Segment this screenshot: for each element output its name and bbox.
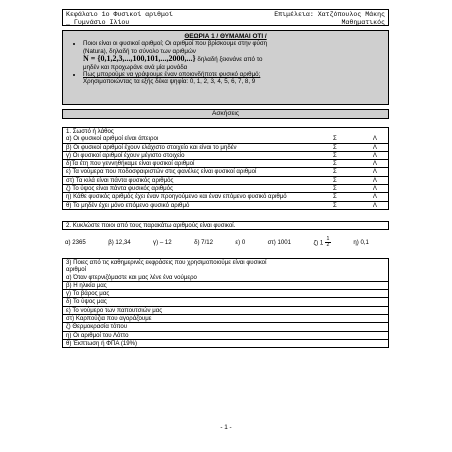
fraction [325, 237, 331, 248]
exercise-3-box [62, 258, 389, 348]
true-false-options [333, 177, 385, 184]
true-false-options [333, 193, 385, 200]
theory-text: Πως μπορούμε να γράψουμε έναν οποιονδήποτε φυσικό αριθμό; [83, 71, 261, 79]
expression-row [63, 322, 388, 330]
expression-text: δ) Το ύψος μας [66, 298, 107, 306]
exercise-1-box [62, 127, 389, 210]
statement-text: ζ) Το ύψος είναι πάντα φυσικός αριθμός [66, 185, 173, 193]
page-number: - 1 - [220, 424, 232, 431]
expression-row [63, 274, 388, 281]
exercise-2-item: δ) 7/12 [194, 239, 214, 247]
statement-text: γ) Οι φυσικοί αριθμοί έχουν μέγιστο στοιχείο [66, 151, 185, 159]
false-option[interactable]: Λ [372, 185, 377, 193]
theory-bullet-1 [83, 40, 384, 71]
expression-row [63, 314, 388, 322]
expression-text: στ) Καρπούζια που αγοράζουμε [66, 315, 152, 323]
true-option[interactable]: Σ [333, 135, 337, 143]
exercise-2-item: γ) – 12 [153, 239, 172, 247]
false-option[interactable]: Λ [372, 160, 377, 168]
statement-text: στ) Τα κιλά είναι πάντα φυσικός αριθμός [66, 176, 174, 184]
header-author: Επιμέλεια: Χατζόπουλος Μάκης [274, 11, 385, 18]
false-option[interactable]: Λ [372, 143, 377, 151]
true-option[interactable]: Σ [333, 176, 337, 184]
true-option[interactable]: Σ [333, 151, 337, 159]
theory-list [67, 40, 384, 85]
true-option[interactable]: Σ [333, 168, 337, 176]
theory-bullet-2 [83, 71, 384, 86]
expression-row [63, 297, 388, 305]
true-false-options [333, 202, 385, 209]
natural-numbers-set: N = {0,1,2,3,...,100,101,...,2000,...} [83, 54, 196, 64]
header-school: _ Γυμνάσιο Ιλίου [66, 18, 130, 26]
true-false-row [63, 184, 388, 192]
exercise-2-item-mixed [313, 237, 331, 248]
true-false-row [63, 143, 388, 151]
true-false-options [333, 144, 385, 151]
false-option[interactable]: Λ [372, 201, 377, 209]
exercise-2-numbers [62, 237, 389, 248]
true-false-options [333, 160, 385, 167]
exercise-2-item: ε) 0 [235, 239, 246, 247]
statement-text: θ) Το μηδέν έχει μόνο επόμενο φυσικό αριθμό [66, 201, 190, 209]
header-chapter: Κεφάλαιο 1ο Φυσικοί αριθμοί [66, 11, 173, 18]
theory-text: (Natura), δηλαδή το σύνολο των αριθμών [83, 47, 196, 55]
false-option[interactable]: Λ [372, 168, 377, 176]
theory-text: Χρησιμοποιώντας τα εξής δέκα ψηφία: 0, 1, 2, 3, 4, 5, 6, 7, 8, 9 [83, 78, 256, 86]
statement-text: β) Οι φυσικοί αριθμοί έχουν ελάχιστο στοιχείο και είναι το μηδέν [66, 143, 237, 151]
false-option[interactable]: Λ [372, 135, 377, 143]
fraction-numerator: 1 [326, 236, 330, 242]
true-false-row [63, 151, 388, 159]
false-option[interactable]: Λ [372, 151, 377, 159]
expression-text: β) Η ηλικία μας [66, 281, 107, 289]
true-false-options [333, 168, 385, 175]
true-option[interactable]: Σ [333, 193, 337, 201]
expression-text: θ) Έκπτωση ή ΦΠΑ (19%) [66, 339, 138, 347]
expression-text: ζ) Θερμοκρασία τόπου [66, 323, 128, 331]
exercise-2-item: στ) 1001 [267, 239, 292, 247]
true-false-row [63, 135, 388, 142]
exercise-3-title-text: 3) Ποιες από τις καθημερινές εκφράσεις που χρησιμοποιούμε είναι φυσικοί [66, 259, 267, 266]
fraction-denominator: 2 [326, 242, 330, 249]
exercise-2-item: η) 0,1 [353, 239, 369, 247]
expression-text: η) Οι αριθμοί του Λόττο [66, 331, 129, 339]
theory-title: ΘΕΩΡΙΑ 1 / ΘΥΜΑΜΑΙ ΟΤΙ / [184, 33, 267, 40]
true-option[interactable]: Σ [333, 160, 337, 168]
theory-text: δηλαδή ξεκινάνε από το [197, 56, 263, 64]
false-option[interactable]: Λ [372, 193, 377, 201]
exercise-2-title: 2. Κυκλώστε ποιοι από τους παρακάτω αριθμούς είναι φυσικοί. [62, 221, 389, 230]
true-false-options [333, 135, 385, 142]
theory-box [62, 30, 389, 105]
exercise-3-title [63, 259, 388, 274]
true-false-row [63, 176, 388, 184]
theory-text: Ποιοι είναι οι φυσικοί αριθμοί; Οι αριθμοί που βρίσκουμε στην φύση [83, 40, 268, 48]
true-option[interactable]: Σ [333, 201, 337, 209]
expression-text: ε) Το νούμερο των παπουτσιών μας [66, 306, 163, 314]
page-header [62, 9, 389, 26]
expression-row [63, 306, 388, 314]
expression-text: γ) Το βάρος μας [66, 290, 110, 298]
true-option[interactable]: Σ [333, 143, 337, 151]
exercise-1-title: 1. Σωστό ή λάθος [66, 128, 114, 135]
theory-text: μηδέν και προχωράνε ανά μία μονάδα [83, 63, 188, 71]
true-option[interactable]: Σ [333, 185, 337, 193]
false-option[interactable]: Λ [372, 176, 377, 184]
expression-row [63, 289, 388, 297]
true-false-options [333, 152, 385, 159]
expression-text: α) Όταν φτερνιζόμαστε και μας λένε ένα νούμερο [66, 273, 197, 281]
statement-text: δ)Τα έτη που γεννηθήκαμε είναι φυσικοί αριθμοί [66, 160, 195, 168]
statement-text: η) Κάθε φυσικός αριθμός έχει έναν προηγούμενο και έναν επόμενο φυσικό αριθμό [66, 193, 287, 201]
exercise-2-item: ζ) 1 [313, 239, 324, 247]
expression-row [63, 331, 388, 339]
true-false-row [63, 159, 388, 167]
true-false-row [63, 167, 388, 175]
exercise-1-title-row [63, 128, 388, 135]
true-false-options [333, 185, 385, 192]
expression-row [63, 339, 388, 347]
exercise-3-title-text: αριθμοί [66, 266, 86, 274]
statement-text: ε) Τα νούμερα που ποδοσφαιριστών στις φανέλες είναι φυσικοί αριθμοί [66, 168, 257, 176]
exercise-2-item: β) 12,34 [108, 239, 131, 247]
exercise-2-item: α) 2365 [65, 239, 86, 247]
true-false-row [63, 192, 388, 200]
true-false-row [63, 201, 388, 209]
expression-row [63, 281, 388, 289]
exercises-heading: Ασκήσεις [62, 109, 389, 119]
header-role: Μαθηματικός [341, 18, 385, 26]
statement-text: α) Οι φυσικοί αριθμοί είναι άπειροι [66, 135, 159, 143]
